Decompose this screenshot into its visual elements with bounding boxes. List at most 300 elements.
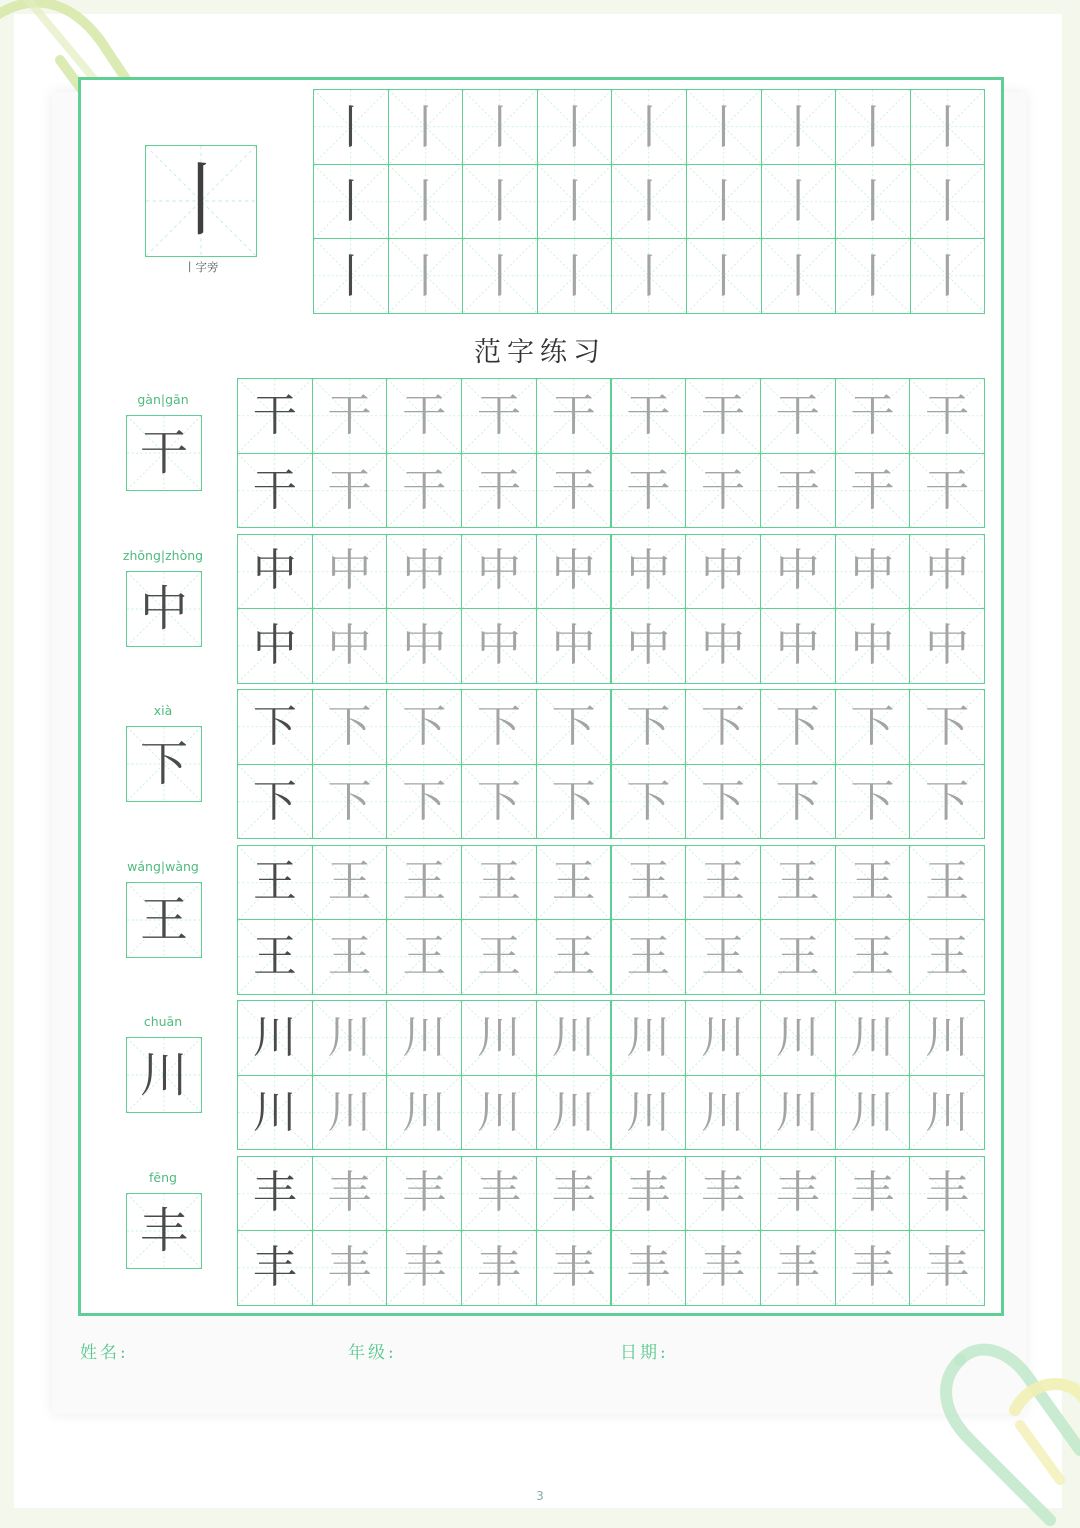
practice-trace-cell-char: 川 [551, 1086, 596, 1138]
practice-trace-cell [835, 453, 911, 529]
practice-trace-cell [611, 534, 687, 610]
practice-trace-cell-char: 丰 [775, 1242, 820, 1294]
practice-trace-cell-char: 丰 [775, 1167, 820, 1219]
practice-trace-cell-char: 王 [476, 856, 521, 908]
practice-trace-cell [536, 764, 612, 840]
practice-trace-cell [760, 1156, 836, 1232]
practice-trace-cell-char: 下 [775, 700, 820, 752]
practice-trace-cell [312, 845, 388, 921]
radical-trace-cell [313, 164, 389, 240]
practice-trace-cell-char: 丰 [925, 1242, 970, 1294]
radical-trace-cell [835, 238, 911, 314]
practice-trace-cell [461, 1000, 537, 1076]
practice-trace-cell [536, 689, 612, 765]
practice-trace-cell [909, 764, 985, 840]
practice-trace-cell [461, 689, 537, 765]
practice-trace-cell-char: 川 [551, 1011, 596, 1063]
radical-trace-cell-char: 丨 [626, 99, 673, 154]
practice-trace-cell-char: 下 [327, 775, 372, 827]
practice-trace-cell [461, 1156, 537, 1232]
practice-trace-cell [611, 1000, 687, 1076]
practice-trace-cell [611, 1075, 687, 1151]
practice-trace-cell [909, 378, 985, 454]
practice-trace-cell-char: 王 [252, 931, 297, 983]
radical-trace-cell-char: 丨 [551, 248, 598, 303]
practice-trace-cell [611, 919, 687, 995]
practice-trace-cell [611, 1230, 687, 1306]
practice-trace-cell [760, 764, 836, 840]
practice-trace-cell [461, 1230, 537, 1306]
practice-trace-cell [536, 1230, 612, 1306]
radical-trace-cell [686, 89, 762, 165]
practice-trace-cell [237, 378, 313, 454]
practice-trace-cell [386, 534, 462, 610]
radical-trace-cell-char: 丨 [849, 248, 896, 303]
practice-trace-cell [685, 919, 761, 995]
radical-trace-cell [537, 238, 613, 314]
practice-trace-cell [312, 534, 388, 610]
practice-trace-cell [312, 1000, 388, 1076]
practice-trace-cell [835, 689, 911, 765]
practice-model-box [126, 882, 202, 958]
practice-trace-cell-char: 王 [476, 931, 521, 983]
practice-trace-cell [909, 1000, 985, 1076]
practice-trace-cell-char: 丰 [850, 1242, 895, 1294]
practice-trace-cell-char: 丰 [252, 1242, 297, 1294]
practice-trace-cell [536, 378, 612, 454]
practice-trace-cell [835, 1156, 911, 1232]
practice-trace-cell-char: 王 [701, 931, 746, 983]
practice-trace-cell-char: 中 [476, 620, 521, 672]
radical-trace-cell-char: 丨 [849, 99, 896, 154]
radical-trace-cell-char: 丨 [327, 99, 374, 154]
radical-trace-cell [686, 164, 762, 240]
practice-trace-cell-char: 干 [701, 389, 746, 441]
practice-model-box [126, 1037, 202, 1113]
practice-trace-cell-char: 王 [626, 856, 671, 908]
practice-trace-cell-char: 王 [551, 856, 596, 908]
practice-trace-cell [611, 608, 687, 684]
practice-trace-cell-char: 下 [476, 700, 521, 752]
practice-trace-cell [386, 764, 462, 840]
practice-trace-cell [312, 764, 388, 840]
practice-trace-cell-char: 中 [850, 620, 895, 672]
practice-trace-cell-char: 川 [476, 1086, 521, 1138]
practice-trace-cell-char: 中 [252, 620, 297, 672]
practice-trace-cell-char: 川 [775, 1011, 820, 1063]
practice-trace-cell [685, 1075, 761, 1151]
practice-trace-cell-char: 王 [775, 931, 820, 983]
practice-trace-cell-char: 下 [850, 700, 895, 752]
practice-trace-cell [909, 689, 985, 765]
practice-trace-cell-char: 丰 [252, 1167, 297, 1219]
practice-trace-cell [237, 919, 313, 995]
practice-trace-cell-char: 川 [626, 1011, 671, 1063]
practice-model-box [126, 571, 202, 647]
radical-trace-cell [537, 164, 613, 240]
practice-trace-cell-char: 丰 [402, 1167, 447, 1219]
practice-trace-cell [835, 378, 911, 454]
practice-trace-cell-char: 中 [476, 545, 521, 597]
practice-trace-cell-char: 王 [402, 856, 447, 908]
practice-trace-cell [760, 1230, 836, 1306]
practice-trace-cell-char: 王 [850, 856, 895, 908]
practice-trace-cell-char: 中 [925, 620, 970, 672]
practice-trace-cell-char: 川 [402, 1011, 447, 1063]
radical-trace-cell [462, 89, 538, 165]
practice-trace-cell [536, 1000, 612, 1076]
practice-trace-cell-char: 下 [775, 775, 820, 827]
practice-trace-cell-char: 干 [925, 464, 970, 516]
practice-trace-cell [386, 919, 462, 995]
radical-trace-cell [388, 238, 464, 314]
practice-trace-cell [386, 1230, 462, 1306]
practice-trace-cell [909, 1230, 985, 1306]
practice-trace-cell [237, 1230, 313, 1306]
practice-trace-cell-char: 下 [252, 700, 297, 752]
practice-trace-cell-char: 川 [925, 1086, 970, 1138]
practice-trace-cell [611, 1156, 687, 1232]
practice-trace-cell [312, 1230, 388, 1306]
practice-model-box [126, 415, 202, 491]
practice-trace-cell [909, 845, 985, 921]
practice-trace-cell [536, 845, 612, 921]
radical-trace-cell [910, 89, 986, 165]
practice-trace-cell [685, 534, 761, 610]
practice-trace-cell-char: 干 [850, 464, 895, 516]
practice-trace-cell [237, 534, 313, 610]
practice-trace-cell-char: 中 [626, 620, 671, 672]
practice-trace-cell-char: 下 [701, 775, 746, 827]
practice-trace-cell-char: 干 [775, 464, 820, 516]
practice-trace-cell [611, 689, 687, 765]
practice-trace-cell [909, 608, 985, 684]
practice-trace-cell [685, 689, 761, 765]
practice-trace-cell-char: 丰 [850, 1167, 895, 1219]
radical-trace-cell [761, 89, 837, 165]
practice-trace-cell [685, 845, 761, 921]
practice-trace-cell [835, 845, 911, 921]
practice-trace-cell-char: 下 [626, 700, 671, 752]
practice-trace-cell [835, 534, 911, 610]
pinyin-label: chuān [143, 1014, 183, 1029]
practice-trace-cell [386, 378, 462, 454]
practice-trace-cell [611, 378, 687, 454]
practice-trace-cell [237, 764, 313, 840]
practice-trace-cell-char: 下 [925, 775, 970, 827]
radical-trace-cell [910, 238, 986, 314]
radical-trace-cell-char: 丨 [327, 174, 374, 229]
practice-model-box-char: 丰 [139, 1202, 188, 1259]
practice-trace-cell [536, 608, 612, 684]
practice-trace-cell-char: 中 [775, 620, 820, 672]
practice-trace-cell [312, 608, 388, 684]
section-title: 范字练习 [474, 337, 606, 368]
radical-trace-cell [388, 164, 464, 240]
practice-trace-cell-char: 丰 [626, 1167, 671, 1219]
practice-trace-cell-char: 中 [327, 545, 372, 597]
radical-trace-cell [388, 89, 464, 165]
practice-trace-cell-char: 王 [327, 931, 372, 983]
practice-trace-cell [760, 453, 836, 529]
radical-trace-cell-char: 丨 [626, 248, 673, 303]
practice-model-box-char: 下 [139, 736, 188, 792]
radical-trace-cell [611, 164, 687, 240]
practice-trace-cell-char: 中 [701, 620, 746, 672]
radical-trace-cell [537, 89, 613, 165]
pinyin-label: xià [153, 703, 173, 718]
practice-trace-cell-char: 中 [701, 545, 746, 597]
radical-trace-cell-char: 丨 [476, 99, 523, 154]
practice-trace-cell-char: 下 [327, 700, 372, 752]
practice-trace-cell-char: 丰 [476, 1242, 521, 1294]
practice-trace-cell-char: 川 [402, 1086, 447, 1138]
practice-trace-cell-char: 川 [925, 1011, 970, 1063]
radical-label: 丨字旁 [184, 260, 219, 274]
practice-trace-cell-char: 川 [850, 1011, 895, 1063]
practice-trace-cell [536, 1075, 612, 1151]
practice-trace-cell-char: 王 [701, 856, 746, 908]
practice-trace-cell [760, 1000, 836, 1076]
practice-trace-cell [909, 453, 985, 529]
practice-trace-cell-char: 下 [476, 775, 521, 827]
practice-trace-cell [386, 453, 462, 529]
practice-trace-cell [611, 764, 687, 840]
practice-trace-cell [237, 1156, 313, 1232]
practice-trace-cell-char: 下 [925, 700, 970, 752]
radical-trace-cell-char: 丨 [700, 248, 747, 303]
practice-trace-cell-char: 干 [925, 389, 970, 441]
practice-trace-cell [461, 608, 537, 684]
radical-trace-cell-char: 丨 [402, 174, 449, 229]
practice-trace-cell [386, 1000, 462, 1076]
radical-trace-cell-char: 丨 [700, 99, 747, 154]
practice-trace-cell-char: 川 [701, 1011, 746, 1063]
practice-trace-cell [312, 453, 388, 529]
practice-trace-cell [685, 1156, 761, 1232]
practice-trace-cell [760, 845, 836, 921]
practice-trace-cell [685, 378, 761, 454]
practice-trace-cell [461, 919, 537, 995]
radical-trace-cell [686, 238, 762, 314]
radical-trace-cell [462, 164, 538, 240]
radical-trace-cell-char: 丨 [775, 174, 822, 229]
practice-trace-cell-char: 王 [850, 931, 895, 983]
practice-trace-cell [909, 534, 985, 610]
practice-trace-cell-char: 丰 [327, 1167, 372, 1219]
practice-trace-cell-char: 王 [775, 856, 820, 908]
practice-trace-cell-char: 王 [626, 931, 671, 983]
radical-trace-cell [611, 238, 687, 314]
practice-trace-cell-char: 干 [551, 464, 596, 516]
practice-trace-cell-char: 干 [551, 389, 596, 441]
radical-trace-cell-char: 丨 [849, 174, 896, 229]
practice-trace-cell [835, 608, 911, 684]
radical-model-box [145, 145, 257, 257]
practice-trace-cell-char: 丰 [476, 1167, 521, 1219]
practice-trace-cell-char: 中 [626, 545, 671, 597]
practice-trace-cell-char: 川 [626, 1086, 671, 1138]
practice-trace-cell-char: 川 [476, 1011, 521, 1063]
practice-trace-cell-char: 川 [850, 1086, 895, 1138]
practice-trace-cell [909, 1075, 985, 1151]
practice-trace-cell [685, 1000, 761, 1076]
practice-trace-cell [237, 1000, 313, 1076]
radical-trace-cell-char: 丨 [775, 248, 822, 303]
practice-trace-cell-char: 干 [327, 464, 372, 516]
practice-trace-cell [461, 534, 537, 610]
radical-trace-cell [761, 164, 837, 240]
practice-trace-cell [760, 534, 836, 610]
practice-trace-cell [835, 764, 911, 840]
practice-trace-cell-char: 干 [476, 464, 521, 516]
practice-trace-cell-char: 干 [626, 464, 671, 516]
practice-trace-cell-char: 中 [775, 545, 820, 597]
practice-trace-cell-char: 丰 [402, 1242, 447, 1294]
pinyin-label: fēng [149, 1169, 177, 1185]
practice-trace-cell [237, 608, 313, 684]
practice-trace-cell [312, 378, 388, 454]
pinyin-label: wáng|wàng [127, 858, 199, 874]
practice-trace-cell-char: 中 [327, 620, 372, 672]
pinyin-label: gàn|gān [137, 392, 189, 407]
practice-trace-cell [312, 689, 388, 765]
pinyin-label: zhōng|zhòng [122, 547, 204, 563]
practice-trace-cell-char: 下 [402, 775, 447, 827]
practice-trace-cell [237, 1075, 313, 1151]
practice-trace-cell-char: 王 [551, 931, 596, 983]
grade-field-label: 年级: [348, 1343, 397, 1363]
practice-trace-cell-char: 王 [925, 856, 970, 908]
practice-trace-cell-char: 川 [775, 1086, 820, 1138]
radical-trace-cell [462, 238, 538, 314]
practice-trace-cell [760, 689, 836, 765]
practice-trace-cell-char: 川 [252, 1086, 297, 1138]
practice-trace-cell-char: 干 [626, 389, 671, 441]
radical-trace-cell-char: 丨 [924, 99, 971, 154]
practice-model-box [126, 1193, 202, 1269]
practice-trace-cell [461, 378, 537, 454]
practice-trace-cell [536, 453, 612, 529]
practice-trace-cell [461, 845, 537, 921]
practice-model-box-char: 中 [139, 580, 188, 637]
practice-trace-cell-char: 王 [327, 856, 372, 908]
practice-trace-cell-char: 干 [701, 464, 746, 516]
practice-trace-cell-char: 干 [476, 389, 521, 441]
practice-trace-cell [312, 1156, 388, 1232]
practice-trace-cell-char: 川 [327, 1086, 372, 1138]
radical-trace-cell-char: 丨 [551, 174, 598, 229]
radical-trace-cell-char: 丨 [476, 174, 523, 229]
practice-trace-cell [760, 378, 836, 454]
practice-trace-cell [760, 608, 836, 684]
practice-trace-cell-char: 下 [402, 700, 447, 752]
practice-trace-cell-char: 下 [252, 775, 297, 827]
practice-trace-cell [611, 845, 687, 921]
practice-trace-cell [386, 689, 462, 765]
practice-trace-cell [685, 608, 761, 684]
practice-trace-cell [611, 453, 687, 529]
page-number: 3 [536, 1489, 544, 1503]
practice-trace-cell [685, 764, 761, 840]
practice-trace-cell-char: 下 [701, 700, 746, 752]
practice-trace-cell [237, 689, 313, 765]
practice-trace-cell [536, 919, 612, 995]
radical-trace-cell [761, 238, 837, 314]
practice-trace-cell [835, 1075, 911, 1151]
practice-trace-cell [312, 919, 388, 995]
practice-trace-cell [386, 608, 462, 684]
practice-trace-cell-char: 中 [850, 545, 895, 597]
name-field-label: 姓名: [80, 1343, 129, 1363]
radical-trace-cell [611, 89, 687, 165]
radical-trace-cell [835, 89, 911, 165]
practice-trace-cell-char: 丰 [327, 1242, 372, 1294]
practice-trace-cell [461, 1075, 537, 1151]
practice-trace-cell-char: 下 [626, 775, 671, 827]
radical-trace-cell-char: 丨 [476, 248, 523, 303]
radical-trace-cell-char: 丨 [402, 248, 449, 303]
practice-trace-cell-char: 干 [402, 464, 447, 516]
practice-trace-cell-char: 川 [701, 1086, 746, 1138]
radical-trace-cell [313, 89, 389, 165]
radical-trace-cell-char: 丨 [551, 99, 598, 154]
practice-trace-cell-char: 丰 [551, 1167, 596, 1219]
radical-char: 丨 [161, 154, 241, 247]
radical-trace-cell-char: 丨 [700, 174, 747, 229]
practice-trace-cell-char: 王 [402, 931, 447, 983]
practice-trace-cell [386, 1075, 462, 1151]
practice-trace-cell-char: 中 [551, 620, 596, 672]
practice-trace-cell [386, 845, 462, 921]
practice-trace-cell-char: 中 [925, 545, 970, 597]
radical-trace-cell-char: 丨 [924, 174, 971, 229]
practice-trace-cell [312, 1075, 388, 1151]
practice-trace-cell-char: 王 [925, 931, 970, 983]
practice-trace-cell-char: 川 [252, 1011, 297, 1063]
radical-trace-cell [910, 164, 986, 240]
practice-trace-cell-char: 干 [850, 389, 895, 441]
practice-trace-cell-char: 下 [551, 700, 596, 752]
practice-trace-cell [461, 453, 537, 529]
practice-trace-cell-char: 干 [252, 389, 297, 441]
practice-trace-cell-char: 干 [402, 389, 447, 441]
practice-trace-cell [685, 453, 761, 529]
practice-trace-cell-char: 丰 [626, 1242, 671, 1294]
practice-trace-cell [237, 453, 313, 529]
practice-trace-cell-char: 中 [252, 545, 297, 597]
practice-trace-cell [536, 534, 612, 610]
practice-trace-cell-char: 中 [402, 545, 447, 597]
practice-trace-cell-char: 中 [402, 620, 447, 672]
practice-trace-cell-char: 丰 [701, 1242, 746, 1294]
practice-trace-cell [835, 919, 911, 995]
radical-trace-cell-char: 丨 [775, 99, 822, 154]
practice-trace-cell-char: 王 [252, 856, 297, 908]
practice-trace-cell-char: 下 [850, 775, 895, 827]
practice-trace-cell [835, 1000, 911, 1076]
practice-model-box-char: 干 [139, 425, 188, 481]
practice-trace-cell [536, 1156, 612, 1232]
date-field-label: 日期: [620, 1343, 669, 1363]
practice-trace-cell [760, 919, 836, 995]
practice-model-box-char: 王 [139, 891, 188, 948]
practice-trace-cell [685, 1230, 761, 1306]
practice-trace-cell [386, 1156, 462, 1232]
radical-trace-cell [835, 164, 911, 240]
radical-trace-cell-char: 丨 [924, 248, 971, 303]
practice-trace-cell-char: 川 [327, 1011, 372, 1063]
